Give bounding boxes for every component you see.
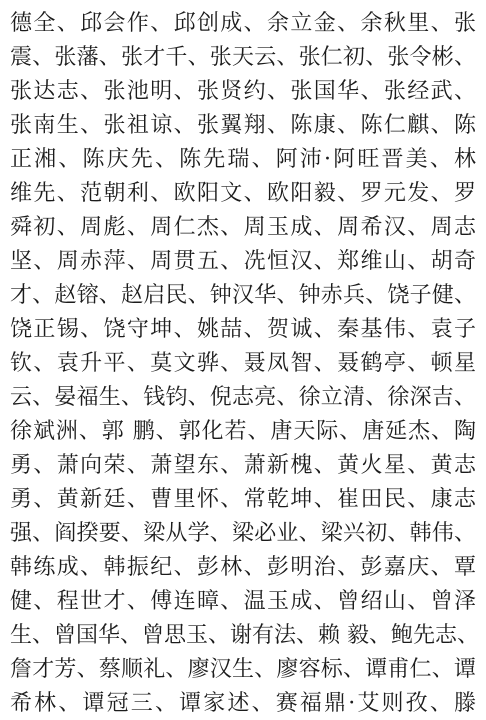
text-line: 徐斌洲、郭 鹏、郭化若、唐天际、唐延杰、陶 <box>10 419 476 444</box>
text-line: 张达志、张池明、张贤约、张国华、张经武、 <box>10 79 476 104</box>
text-line: 勇、萧向荣、萧望东、萧新槐、黄火星、黄志 <box>10 453 476 478</box>
text-line: 正湘、陈庆先、陈先瑞、阿沛·阿旺晋美、林 <box>10 147 476 172</box>
text-line: 舜初、周彪、周仁杰、周玉成、周希汉、周志 <box>10 215 476 240</box>
text-line: 才、赵镕、赵启民、钟汉华、钟赤兵、饶子健、 <box>10 283 476 308</box>
text-line: 钦、袁升平、莫文骅、聂凤智、聂鹤亭、顿星 <box>10 351 476 376</box>
text-line: 健、程世才、傅连暲、温玉成、曾绍山、曾泽 <box>10 589 476 614</box>
text-line: 韩练成、韩振纪、彭林、彭明治、彭嘉庆、覃 <box>10 555 476 580</box>
text-line: 强、阎揆要、梁从学、梁必业、梁兴初、韩伟、 <box>10 521 476 546</box>
text-line: 饶正锡、饶守坤、姚喆、贺诚、秦基伟、袁子 <box>10 317 476 342</box>
text-line: 张南生、张祖谅、张翼翔、陈康、陈仁麒、陈 <box>10 113 476 138</box>
text-line: 德全、邱会作、邱创成、余立金、余秋里、张 <box>10 11 476 36</box>
text-line: 维先、范朝利、欧阳文、欧阳毅、罗元发、罗 <box>10 181 476 206</box>
text-line: 坚、周赤萍、周贯五、冼恒汉、郑维山、胡奇 <box>10 249 476 274</box>
text-line: 希林、谭冠三、谭家述、赛福鼎·艾则孜、滕 <box>10 691 476 716</box>
text-line: 云、晏福生、钱钧、倪志亮、徐立清、徐深吉、 <box>10 385 476 410</box>
text-line: 勇、黄新廷、曹里怀、常乾坤、崔田民、康志 <box>10 487 476 512</box>
text-line: 詹才芳、蔡顺礼、廖汉生、廖容标、谭甫仁、谭 <box>10 657 476 682</box>
text-line: 生、曾国华、曾思玉、谢有法、赖 毅、鲍先志、 <box>10 623 479 648</box>
text-line: 震、张藩、张才千、张天云、张仁初、张令彬、 <box>10 45 476 70</box>
